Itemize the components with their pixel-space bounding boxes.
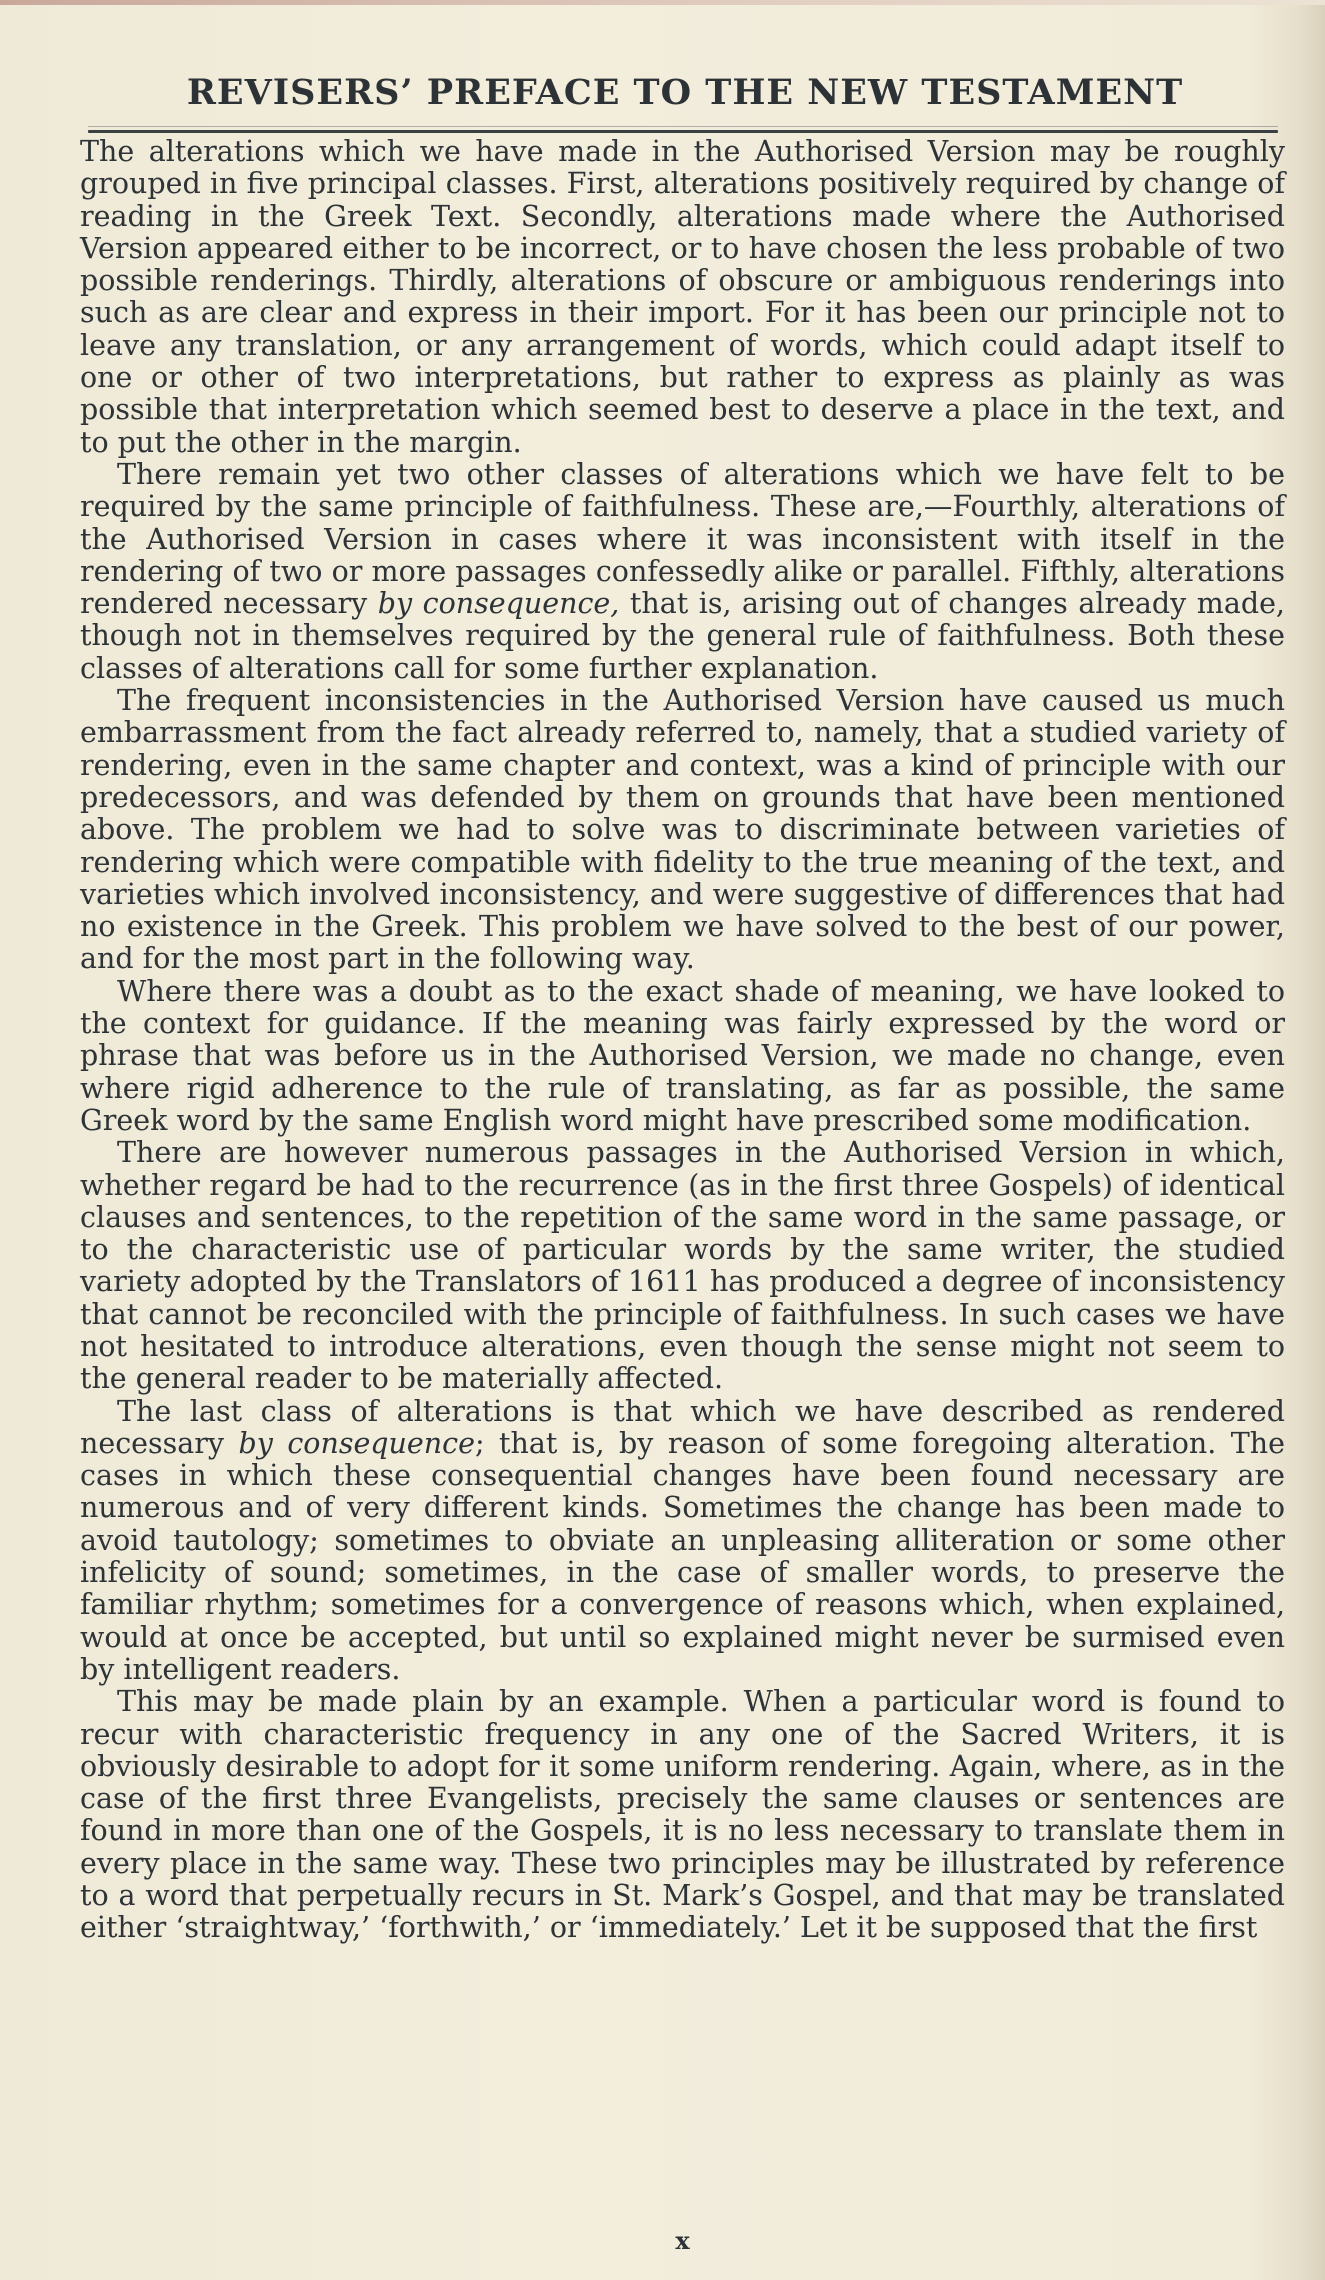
heading-rule-thin — [88, 126, 1278, 127]
body-text — [80, 136, 1285, 1945]
paragraph-2-text-b: that is, arising out of changes already made, though not in themselves required by the general rule of faithfulness. Both these classes of alterations call for some further explanation. — [80, 587, 1285, 685]
paragraph-4 — [80, 976, 1285, 1137]
paragraph-6-text-b: ; that is, by reason of some foregoing alteration. The cases in which these consequential changes have been found necessary are numerous and of very different kinds. Sometimes the change has been made to avoid tautology; sometimes to obviate an unpleasing alliteration or some other infelicity of sound; sometimes, in the case of smaller words, to preserve the familiar rhythm; sometimes for a convergence of reasons which, when explained, would at once be accepted, but until so explained might never be surmised even by intelligent readers. — [80, 1426, 1286, 1686]
paragraph-3 — [80, 685, 1285, 976]
paragraph-3-text: The frequent inconsistencies in the Authorised Version have caused us much embarrassment from the fact already referred to, namely, that a studied variety of rendering, even in the same chapter and context, was a kind of principle with our predecessors, and was defended by them on grounds that have been mentioned above. The problem we had to solve was to discriminate between varieties of rendering which were compatible with fidelity to the true meaning of the text, and varieties which involved inconsistency, and were suggestive of differences that had no existence in the Greek. This problem we have solved to the best of our power, and for the most part in the following way. — [80, 684, 1285, 976]
paragraph-1 — [80, 136, 1285, 459]
running-heading: REVISERS’ PREFACE TO THE NEW TESTAMENT — [186, 72, 1184, 113]
paragraph-6-italic: by consequence — [238, 1426, 475, 1460]
page-number: x — [675, 2226, 690, 2255]
paragraph-7 — [80, 1686, 1285, 1944]
paragraph-7-text: This may be made plain by an example. When a particular word is found to recur with characteristic frequency in any one of the Sacred Writers, it is obviously desirable to adopt for it some uniform rendering. Again, where, as in the case of the first three Evangelists, precisely the same clauses or sentences are found in more than one of the Gospels, it is no less necessary to translate them in every place in the same way. These two principles may be illustrated by reference to a word that perpetually recurs in St. Mark’s Gospel, and that may be translated either ‘straightway,’ ‘forthwith,’ or ‘immediately.’ Let it be supposed that the first — [80, 1685, 1285, 1945]
page-top-edge — [0, 0, 1325, 5]
paragraph-6-text-a: The last class of alterations is that which we have described as rendered necessary — [80, 1394, 1285, 1460]
paragraph-2 — [80, 459, 1285, 685]
paragraph-5-text: There are however numerous passages in the Authorised Version in which, whether regard be had to the recurrence (as in the first three Gospels) of identical clauses and sentences, to the repetition of the same word in the same passage, or to the characteristic use of particular words by the same writer, the studied variety adopted by the Translators of 1611 has produced a degree of inconsistency that cannot be reconciled with the principle of faithfulness. In such cases we have not hesitated to introduce alterations, even though the sense might not seem to the general reader to be materially affected. — [80, 1136, 1285, 1396]
paragraph-4-text: Where there was a doubt as to the exact shade of meaning, we have looked to the context for guidance. If the meaning was fairly expressed by the word or phrase that was before us in the Authorised Version, we made no change, even where rigid adherence to the rule of translating, as far as possible, the same Greek word by the same English word might have prescribed some modification. — [80, 974, 1285, 1137]
paragraph-2-text-a: There remain yet two other classes of alterations which we have felt to be required by the same principle of faithfulness. These are,—Fourthly, alterations of the Authorised Version in cases where it was inconsistent with itself in the rendering of two or more passages confessedly alike or parallel. Fifthly, alterations rendered necessary — [80, 457, 1285, 621]
paragraph-6 — [80, 1396, 1285, 1687]
paragraph-2-italic: by consequence, — [377, 587, 620, 621]
paragraph-1-text: The alterations which we have made in the Authorised Version may be roughly grouped in five principal classes. First, alterations positively required by change of reading in the Greek Text. Secondly, alterations made where the Authorised Version appeared either to be incorrect, or to have chosen the less probable of two possible renderings. Thirdly, alterations of obscure or ambiguous renderings into such as are clear and express in their import. For it has been our principle not to leave any translation, or any arrangement of words, which could adapt itself to one or other of two interpretations, but rather to express as plainly as was possible that interpretation which seemed best to deserve a place in the text, and to put the other in the margin. — [80, 135, 1285, 459]
paragraph-5 — [80, 1137, 1285, 1395]
heading-rule — [88, 130, 1278, 133]
